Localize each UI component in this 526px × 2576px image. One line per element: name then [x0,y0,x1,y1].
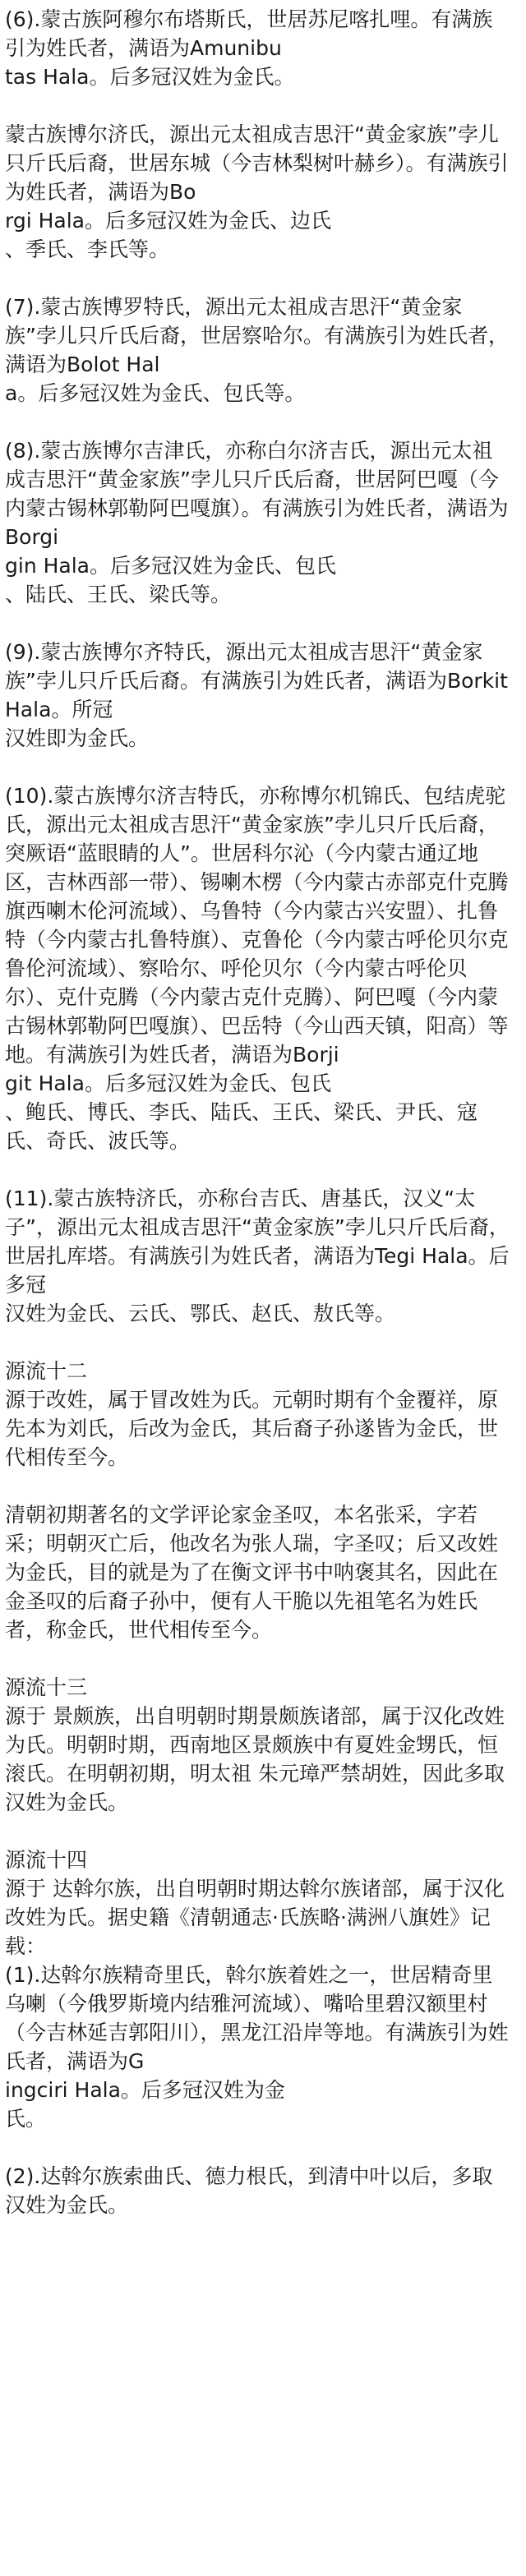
paragraph-item-7: (7).蒙古族博罗特氏，源出元太祖成吉思汗“黄金家族”孛儿只斤氏后裔，世居察哈尔。有满族引为姓氏者，满语为Bolot Hal a。后多冠汉姓为金氏、包氏等。 [5,295,509,405]
paragraph-origin-13: 源于 景颇族，出自明朝时期景颇族诸部，属于汉化改姓为氏。明朝时期，西南地区景颇族中有夏姓金甥氏，恒滚氏。在明朝初期，明太祖 朱元璋严禁胡姓，因此多取汉姓为金氏。 [5,1704,505,1814]
paragraph-item-10: (10).蒙古族博尔济吉特氏，亦称博尔机锦氏、包结虎驼氏，源出元太祖成吉思汗“黄金家族”孛儿只斤氏后裔，突厥语“蓝眼睛的人”。世居科尔沁（今内蒙古通辽地区，吉林西部一带）、锡喇木楞（今内蒙古赤部克什克腾旗西喇木伦河流域）、乌鲁特（今内蒙古兴安盟）、扎鲁特（今内蒙古扎鲁特旗）、克鲁伦（今内蒙古呼伦贝尔克鲁伦河流域）、察哈尔、呼伦贝尔（今内蒙古呼伦贝尔）、克什克腾（今内蒙古克什克腾）、阿巴嘎（今内蒙古锡林郭勒阿巴嘎旗）、巴岳特（今山西天镇，阳高）等地。有满族引为姓氏者，满语为Borji git Hala。后多冠汉姓为金氏、包氏 、鲍氏、博氏、李氏、陆氏、王氏、梁氏、尹氏、寇氏、奇氏、波氏等。 [5,784,509,1153]
paragraph-item-11: (11).蒙古族特济氏，亦称台吉氏、唐基氏，汉义“太子”，源出元太祖成吉思汗“黄金家族”孛儿只斤氏后裔，世居扎库塔。有满族引为姓氏者，满语为Tegi Hala。后多冠 汉姓为金氏、云氏、鄂氏、赵氏、敖氏等。 [5,1187,510,1325]
paragraph-origin-12: 源于改姓，属于冒改姓为氏。元朝时期有个金覆祥，原先本为刘氏，后改为金氏，其后裔子孙遂皆为金氏，世代相传至今。 [5,1388,499,1469]
paragraph-item-9: (9).蒙古族博尔齐特氏，源出元太祖成吉思汗“黄金家族”孛儿只斤氏后裔。有满族引为姓氏者，满语为Borkit Hala。所冠 汉姓即为金氏。 [5,640,508,750]
paragraph-item-6: (6).蒙古族阿穆尔布塔斯氏，世居苏尼喀扎哩。有满族引为姓氏者，满语为Amunibu tas Hala。后多冠汉姓为金氏。 [5,7,493,89]
section-heading-12: 源流十二 [5,1359,88,1383]
paragraph-borji: 蒙古族博尔济氏，源出元太祖成吉思汗“黄金家族”孛儿只斤氏后裔，世居东城（今吉林梨树叶赫乡）。有满族引为姓氏者，满语为Bo rgi Hala。后多冠汉姓为金氏、边氏 、季氏、李氏等。 [5,122,509,261]
paragraph-item-8: (8).蒙古族博尔吉津氏，亦称白尔济吉氏，源出元太祖 成吉思汗“黄金家族”孛儿只斤氏后裔，世居阿巴嘎（今内蒙古锡林郭勒阿巴嘎旗）。有满族引为姓氏者，满语为Borgi gin Hala。后多冠汉姓为金氏、包氏 、陆氏、王氏、梁氏等。 [5,439,509,606]
paragraph-origin-14: 源于 达斡尔族，出自明朝时期达斡尔族诸部，属于汉化改姓为氏。据史籍《清朝通志·氏族略·满洲八旗姓》记载： (1).达斡尔族精奇里氏，斡尔族着姓之一，世居精奇里乌喇（今俄罗斯境内结雅河流域）、嘴哈里碧汉额里村（今吉林延吉郭阳川），黑龙江沿岸等地。有满族引为姓氏者，满语为G ingciri Hala。后多冠汉姓为金 氏。 [5,1877,509,2131]
paragraph-daur-2: (2).达斡尔族索曲氏、德力根氏，到清中叶以后，多取汉姓为金氏。 [5,2164,493,2217]
paragraph-jin-shengtan: 清朝初期著名的文学评论家金圣叹，本名张采，字若采；明朝灭亡后，他改名为张人瑞，字圣叹；后又改姓为金氏，目的就是为了在衡文评书中呐褒其名，因此在金圣叹的后裔子孙中，便有人干脆以先祖笔名为姓氏者，称金氏，世代相传至今。 [5,1503,499,1642]
section-heading-13: 源流十三 [5,1675,88,1699]
section-heading-14: 源流十四 [5,1848,88,1872]
